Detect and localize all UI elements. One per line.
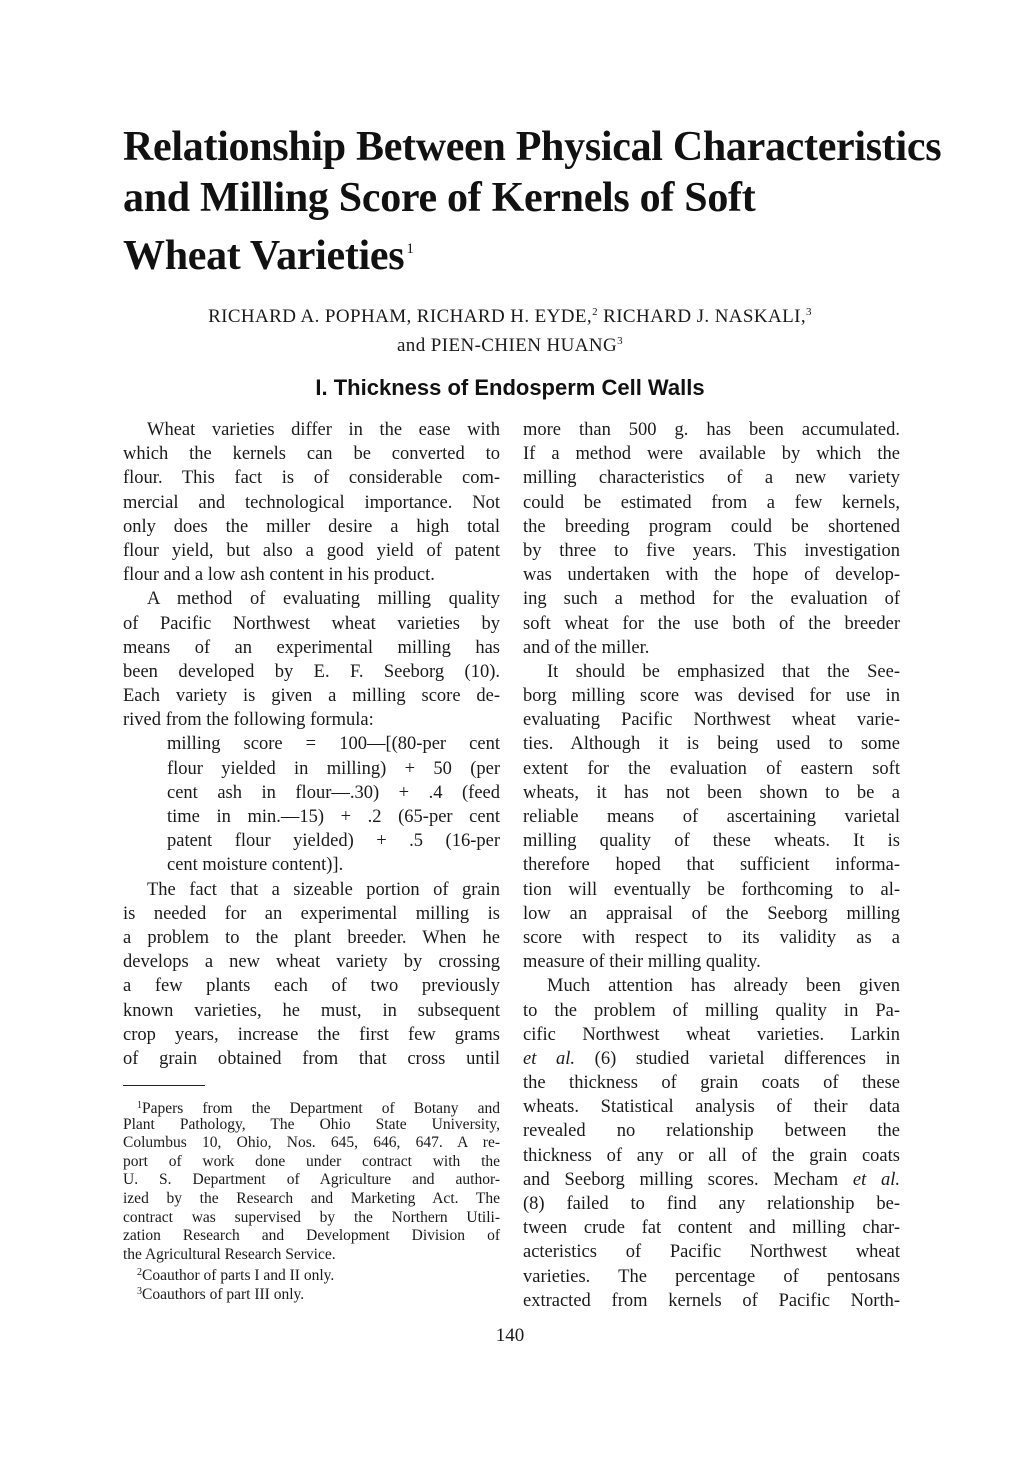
title-line-3-text: Wheat Varieties [123, 233, 405, 279]
body-line: soft wheat for the use both of the breeder [523, 613, 900, 634]
body-line: ties. Although it is being used to some [523, 734, 900, 755]
citation-et-al: et al. [852, 1169, 900, 1190]
body-line: reliable means of ascertaining varietal [523, 807, 900, 827]
body-line: acteristics of Pacific Northwest wheat [523, 1242, 900, 1263]
footnotes [123, 1097, 500, 1302]
body-line: the breeding program could be shortened [523, 516, 900, 537]
right-column [523, 418, 900, 1313]
footnote-line: Columbus 10, Ohio, Nos. 645, 646, 647. A re- [123, 1134, 500, 1152]
author-footnote-mark: 3 [617, 335, 624, 347]
title-line-2: and Milling Score of Kernels of Soft [123, 175, 756, 221]
body-line-text: and Seeborg milling scores. Mecham [523, 1169, 853, 1190]
footnote-mark: 1 [137, 1100, 142, 1111]
citation-et-al: et al. [523, 1048, 576, 1069]
body-line [523, 1047, 900, 1071]
body-line: borg milling score was devised for use in [523, 686, 900, 707]
body-line: known varieties, he must, in subsequent [123, 1000, 500, 1021]
formula-line: cent ash in flour—.30) + .4 (feed [167, 782, 500, 803]
body-line: a problem to the plant breeder. When he [123, 927, 500, 948]
body-line: thickness of any or all of the grain coats [523, 1145, 900, 1166]
author-list [100, 300, 920, 358]
body-line: by three to five years. This investigation [523, 540, 900, 561]
footnote-divider [123, 1085, 205, 1086]
author-line-1 [100, 300, 920, 329]
body-line: could be estimated from a few kernels, [523, 492, 900, 513]
footnote-line: U. S. Department of Agriculture and author- [123, 1171, 500, 1189]
body-line: ing such a method for the evaluation of [523, 589, 900, 610]
body-line: wheats. Statistical analysis of their data [523, 1097, 900, 1118]
body-line: measure of their milling quality. [523, 952, 761, 973]
body-line: tion will eventually be forthcoming to al- [523, 879, 900, 900]
body-line-text: (6) studied varietal differences in [575, 1048, 900, 1069]
left-column [123, 418, 500, 1071]
body-line: tween crude fat content and milling char- [523, 1218, 900, 1239]
body-line: milling characteristics of a new variety [523, 468, 900, 489]
body-line: wheats, it has not been shown to be a [523, 782, 900, 803]
footnote-line: contract was supervised by the Northern Utili- [123, 1208, 500, 1226]
body-line: low an appraisal of the Seeborg milling [523, 903, 900, 924]
body-line: If a method were available by which the [523, 444, 900, 465]
body-line: been developed by E. F. Seeborg (10). [123, 661, 500, 682]
footnote-line: Plant Pathology, The Ohio State University, [123, 1115, 500, 1133]
author-line-2 [100, 329, 920, 358]
body-line: flour and a low ash content in his product. [123, 565, 435, 586]
body-line: revealed no relationship between the [523, 1121, 900, 1142]
page-number: 140 [495, 1325, 525, 1346]
footnote-line: zation Research and Development Division of [123, 1227, 500, 1245]
formula-line: time in min.—15) + .2 (65-per cent [167, 807, 500, 827]
body-line: is needed for an experimental milling is [123, 903, 500, 924]
footnote-text: Coauthor of parts I and II only. [142, 1267, 335, 1285]
title-footnote-mark: 1 [406, 241, 414, 257]
body-line: extent for the evaluation of eastern soft [523, 758, 900, 779]
body-line: flour. This fact is of considerable com- [123, 468, 500, 489]
footnote-line: ized by the Research and Marketing Act. The [123, 1189, 500, 1207]
body-line: which the kernels can be converted to [123, 444, 500, 465]
body-line: (8) failed to find any relationship be- [523, 1194, 900, 1214]
body-line: extracted from kernels of Pacific North- [523, 1290, 900, 1311]
body-line: milling quality of these wheats. It is [523, 831, 900, 852]
title-line-1: Relationship Between Physical Characteristics [123, 124, 942, 170]
body-line: flour yield, but also a good yield of patent [123, 540, 500, 561]
body-line: means of an experimental milling has [123, 637, 500, 658]
body-line: It should be emphasized that the See- [547, 661, 900, 682]
milling-score-formula [167, 732, 500, 877]
article-title [123, 122, 942, 282]
body-line: was undertaken with the hope of develop- [523, 565, 900, 586]
body-line: of grain obtained from that cross until [123, 1048, 500, 1069]
body-line: and of the miller. [523, 637, 650, 658]
title-line-3 [123, 224, 923, 282]
body-line: develops a new wheat variety by crossing [123, 952, 500, 973]
formula-line: flour yielded in milling) + 50 (per [167, 758, 500, 779]
body-line: Wheat varieties differ in the ease with [147, 420, 500, 440]
author-footnote-mark: 2 [592, 306, 598, 318]
authors-text-c: and PIEN-CHIEN HUANG [396, 335, 618, 356]
body-line [523, 1168, 900, 1192]
body-line: score with respect to its validity as a [523, 927, 900, 948]
body-line: crop years, increase the first few grams [123, 1024, 500, 1045]
body-line: A method of evaluating milling quality [147, 589, 500, 610]
body-line: to the problem of milling quality in Pa- [523, 1000, 900, 1021]
authors-text-b: RICHARD J. NASKALI, [597, 306, 807, 327]
footnote-text: Coauthors of part III only. [142, 1285, 305, 1303]
formula-line: milling score = 100—[(80-per cent [167, 734, 500, 755]
section-heading: I. Thickness of Endosperm Cell Walls [315, 375, 705, 400]
body-line: of Pacific Northwest wheat varieties by [123, 613, 500, 634]
footnote-line [123, 1097, 500, 1116]
footnote-line [123, 1264, 500, 1283]
body-line: The fact that a sizeable portion of grain [147, 879, 500, 900]
body-line: only does the miller desire a high total [123, 516, 500, 537]
body-line: rived from the following formula: [123, 710, 374, 731]
body-line: therefore hoped that sufficient informa- [523, 855, 900, 876]
author-footnote-mark: 3 [806, 306, 812, 318]
footnote-line [123, 1283, 500, 1302]
formula-line: patent flour yielded) + .5 (16-per [167, 831, 500, 852]
body-line: a few plants each of two previously [123, 976, 500, 997]
body-line: evaluating Pacific Northwest wheat varie- [523, 710, 900, 731]
formula-line: cent moisture content)]. [167, 855, 344, 876]
footnote-mark: 2 [137, 1267, 142, 1279]
body-line: cific Northwest wheat varieties. Larkin [523, 1024, 900, 1045]
footnote-text: Papers from the Department of Botany and [142, 1100, 500, 1117]
footnote-line: port of work done under contract with the [123, 1152, 500, 1170]
body-line: varieties. The percentage of pentosans [523, 1266, 900, 1287]
body-line: the thickness of grain coats of these [523, 1073, 900, 1094]
authors-text-a: RICHARD A. POPHAM, RICHARD H. EYDE, [208, 306, 593, 327]
body-line: more than 500 g. has been accumulated. [523, 420, 900, 440]
footnote-mark: 3 [137, 1285, 142, 1297]
footnote-line: the Agricultural Research Service. [123, 1245, 336, 1263]
body-line: Each variety is given a milling score de- [123, 686, 500, 707]
body-line: mercial and technological importance. Not [123, 492, 500, 513]
body-line: Much attention has already been given [547, 976, 900, 997]
